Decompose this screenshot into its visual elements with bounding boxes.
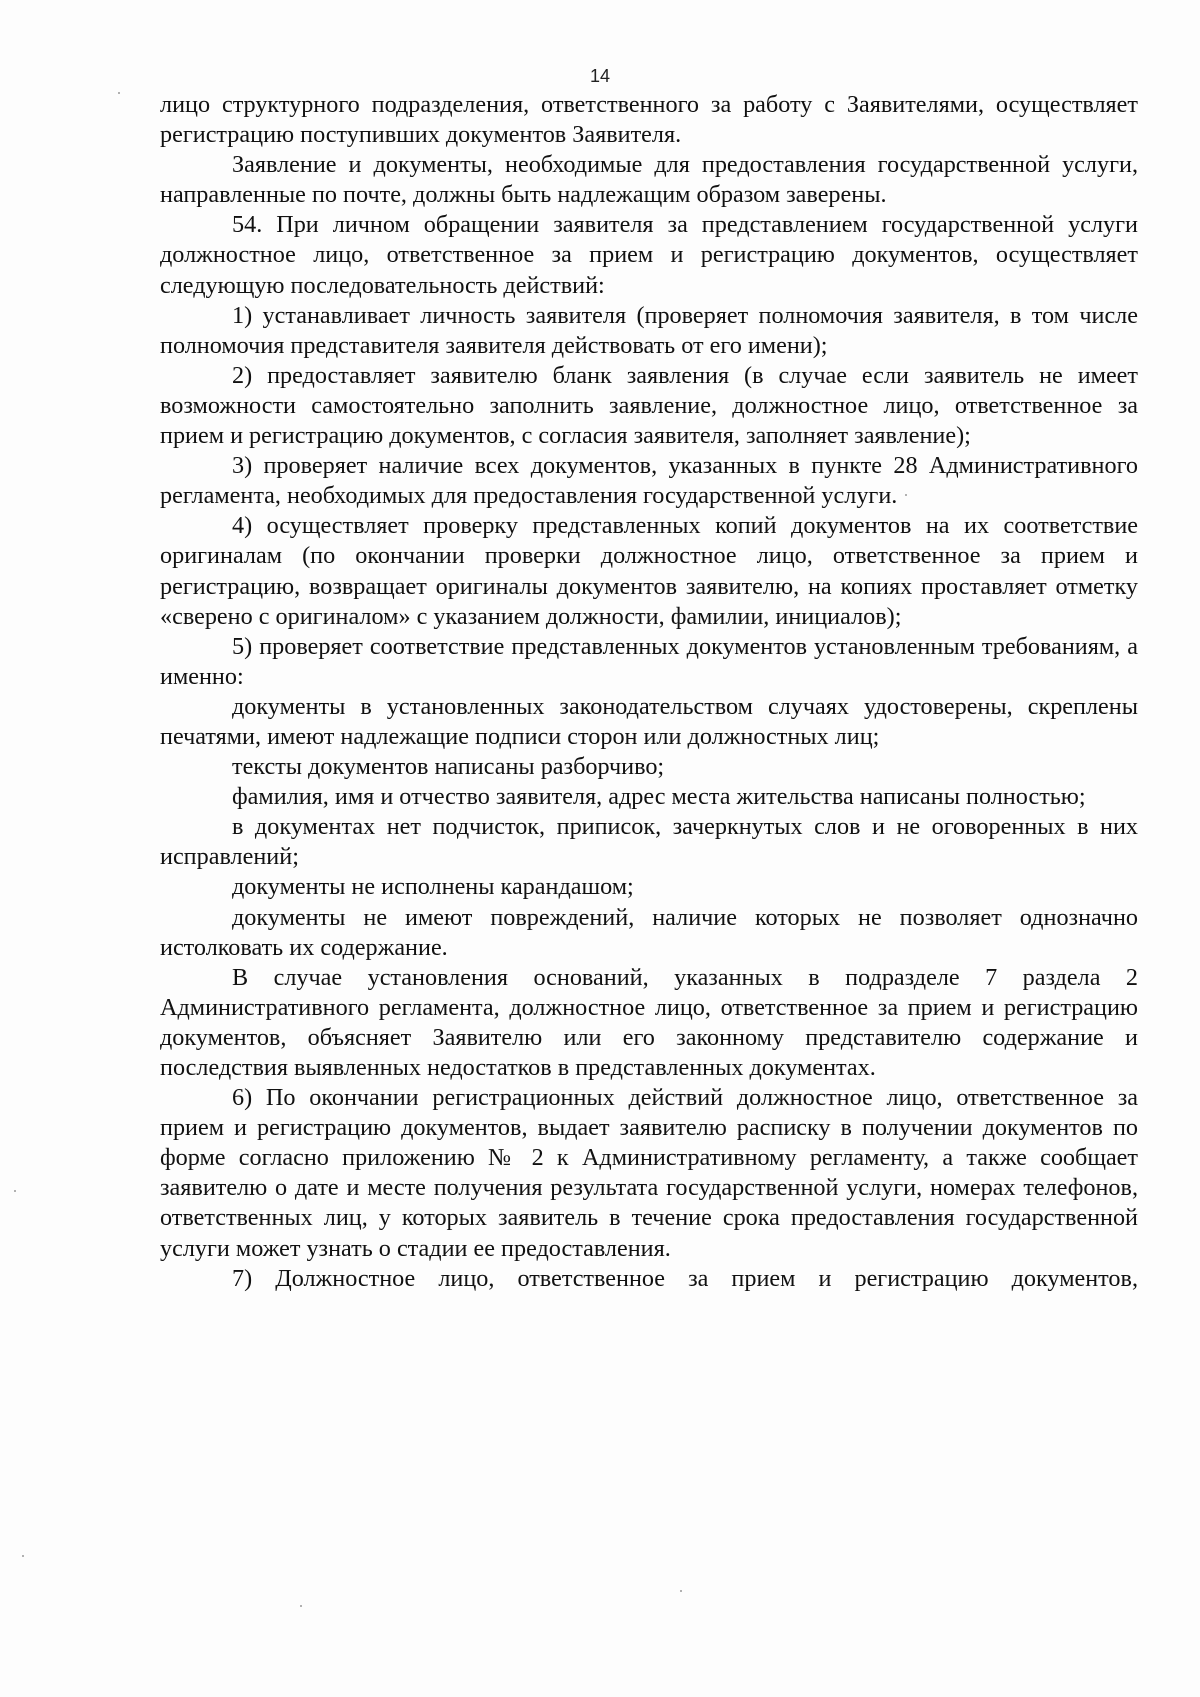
list-item: 5) проверяет соответствие представленных документов установленным требованиям, а именно: bbox=[160, 632, 1138, 690]
requirement-item: документы не имеют повреждений, наличие которых не позволяет однозначно истолковать их содержание. bbox=[160, 903, 1138, 961]
scan-speck bbox=[300, 1605, 302, 1607]
requirement-item: документы в установленных законодательством случаях удостоверены, скреплены печатями, имеют надлежащие подписи сторон или должностных лиц; bbox=[160, 692, 1138, 750]
list-item: 2) предоставляет заявителю бланк заявления (в случае если заявитель не имеет возможности самостоятельно заполнить заявление, должностное лицо, ответственное за прием и регистрацию документов, с согласия заявителя, заполняет заявление); bbox=[160, 361, 1138, 450]
list-item: 4) осуществляет проверку представленных копий документов на их соответствие оригиналам (по окончании проверки должностное лицо, ответственное за прием и регистрацию, возвращает оригиналы документов заявителю, на копиях проставляет отметку «сверено с оригиналом» с указанием должности, фамилии, инициалов); bbox=[160, 512, 1138, 630]
document-body bbox=[160, 90, 1138, 1294]
requirement-item: документы не исполнены карандашом; bbox=[232, 873, 634, 901]
requirement-item: в документах нет подчисток, приписок, зачеркнутых слов и не оговоренных в них исправлений; bbox=[160, 813, 1138, 871]
list-item: 1) устанавливает личность заявителя (проверяет полномочия заявителя, в том числе полномочия представителя заявителя действовать от его имени); bbox=[160, 301, 1138, 359]
paragraph: Заявление и документы, необходимые для предоставления государственной услуги, направленные по почте, должны быть надлежащим образом заверены. bbox=[160, 151, 1138, 209]
requirement-item: тексты документов написаны разборчиво; bbox=[232, 753, 665, 781]
paragraph: 54. При личном обращении заявителя за представлением государственной услуги должностное лицо, ответственное за прием и регистрацию документов, осуществляет следующую последовательность действий: bbox=[160, 211, 1138, 299]
paragraph: В случае установления оснований, указанных в подразделе 7 раздела 2 Административного регламента, должностное лицо, ответственное за прием и регистрацию документов, объясняет Заявителю или его законному представителю содержание и последствия выявленных недостатков в представленных документах. bbox=[160, 963, 1138, 1081]
scan-speck bbox=[22, 1555, 24, 1557]
paragraph: лицо структурного подразделения, ответственного за работу с Заявителями, осуществляет регистрацию поступивших документов Заявителя. bbox=[160, 91, 1138, 149]
list-item: 3) проверяет наличие всех документов, указанных в пункте 28 Административного регламента, необходимых для предоставления государственной услуги. bbox=[160, 452, 1138, 510]
scan-speck bbox=[680, 1590, 682, 1592]
list-item: 7) Должностное лицо, ответственное за прием и регистрацию документов, bbox=[232, 1264, 1138, 1292]
requirement-item: фамилия, имя и отчество заявителя, адрес места жительства написаны полностью; bbox=[232, 783, 1086, 811]
scan-speck bbox=[14, 1190, 16, 1192]
scan-speck bbox=[118, 92, 120, 94]
page-number: 14 bbox=[589, 66, 611, 86]
list-item: 6) По окончании регистрационных действий должностное лицо, ответственное за прием и регистрацию документов, выдает заявителю расписку в получении документов по форме согласно приложению № 2 к Административному регламенту, а также сообщает заявителю о дате и месте получения результата государственной услуги, номерах телефонов, ответственных лиц, у которых заявитель в течение срока предоставления государственной услуги может узнать о стадии ее предоставления. bbox=[160, 1084, 1138, 1262]
scan-speck bbox=[905, 494, 907, 496]
